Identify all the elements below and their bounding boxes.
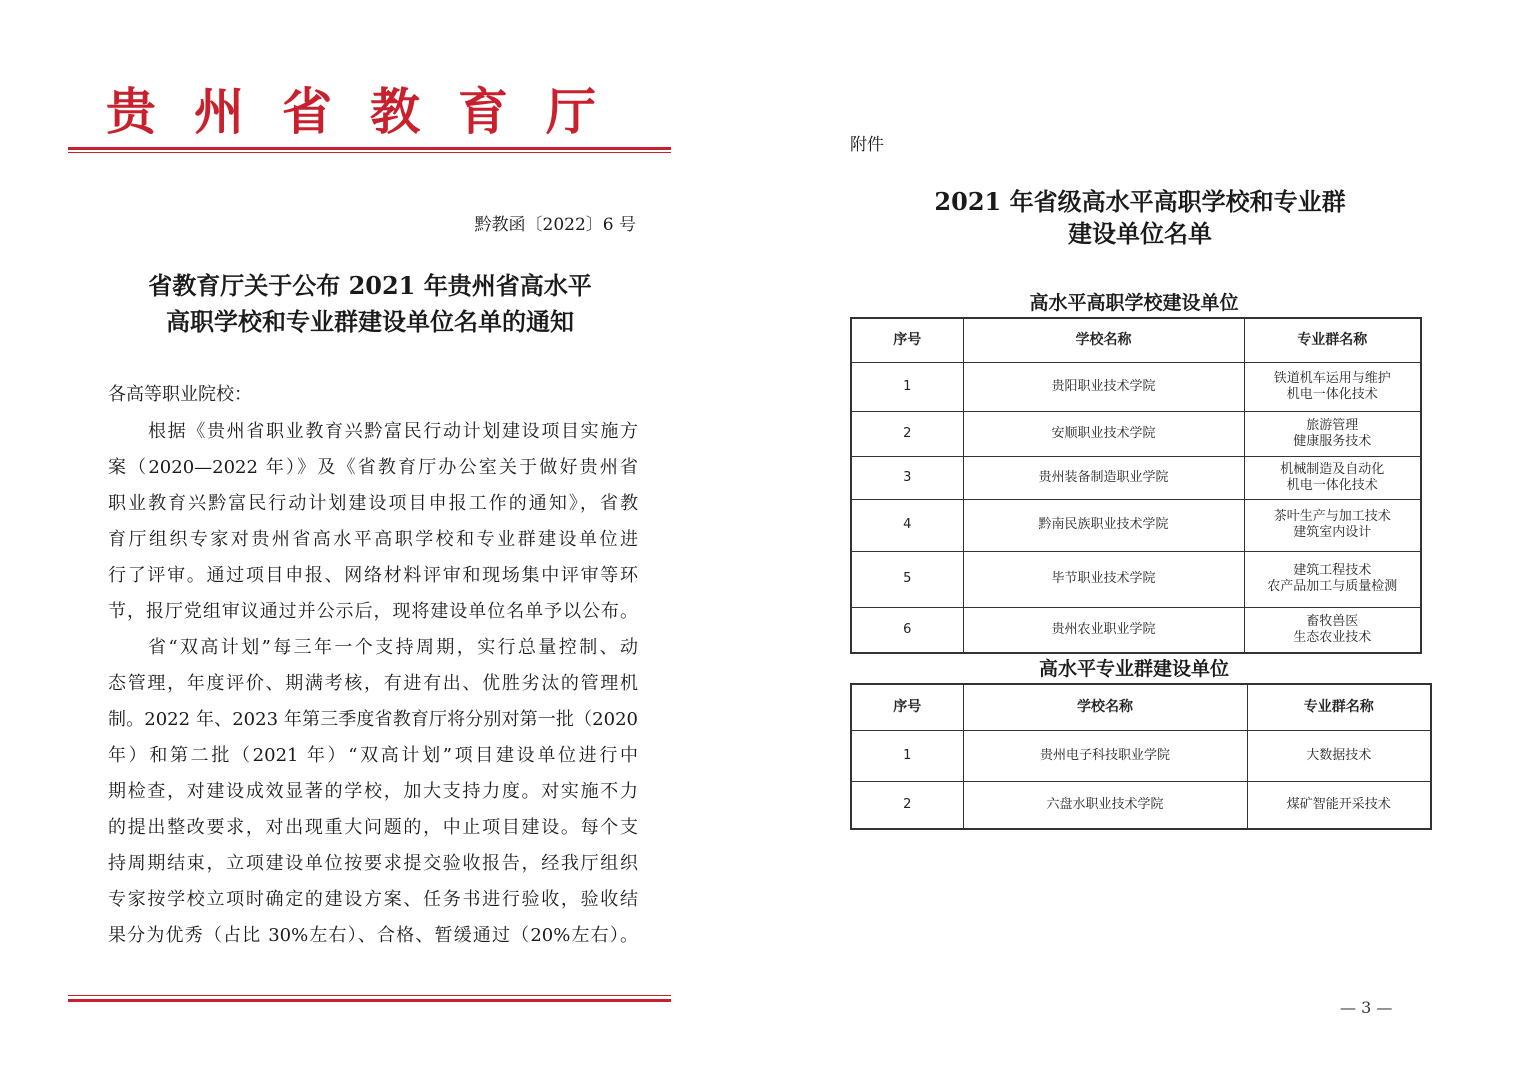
attachment-label: 附件 (850, 135, 884, 155)
header-major-group: 专业群名称 (1247, 684, 1431, 730)
major-name: 建筑室内设计 (1293, 525, 1372, 540)
major-name: 健康服务技术 (1293, 433, 1372, 449)
footer-rule-thin (68, 995, 671, 996)
body-line: 根据《贵州省职业教育兴黔富民行动计划建设项目实施方 (148, 421, 638, 442)
major-name: 畜牧兽医 (1306, 613, 1359, 629)
major-group (1247, 781, 1431, 829)
table-row (851, 781, 1431, 829)
header-number: 序号 (851, 684, 963, 730)
school-name: 安顺职业技术学院 (963, 411, 1244, 456)
row-number: 6 (851, 607, 963, 653)
letterhead-rule-thick (68, 147, 671, 150)
document-title-line: 省教育厅关于公布 2021 年贵州省高水平 (148, 271, 592, 300)
major-group (1247, 730, 1431, 781)
major-group (1244, 551, 1421, 607)
annex-title-line: 建设单位名单 (1068, 219, 1212, 248)
major-name: 建筑工程技术 (1293, 563, 1372, 578)
school-name: 黔南民族职业技术学院 (963, 499, 1244, 551)
body-line: 案（2020—2022 年）》及《省教育厅办公室关于做好贵州省 (108, 457, 638, 478)
major-name: 铁道机车运用与维护 (1273, 370, 1391, 386)
annex-title-line: 2021 年省级高水平高职学校和专业群 (934, 187, 1346, 216)
table-row (851, 551, 1421, 607)
body-line: 育厅组织专家对贵州省高水平高职学校和专业群建设单位进 (108, 529, 638, 550)
major-name: 机电一体化技术 (1286, 477, 1378, 493)
major-name: 农产品加工与质量检测 (1267, 579, 1398, 594)
header-major-group: 专业群名称 (1244, 318, 1421, 362)
school-name: 贵州装备制造职业学院 (963, 456, 1244, 499)
major-name: 大数据技术 (1306, 747, 1372, 763)
body-line: 年）和第二批（2021 年）“双高计划”项目建设单位进行中 (108, 745, 638, 766)
letterhead-rule-thin (68, 152, 671, 153)
schools-section-heading: 高水平高职学校建设单位 (1029, 292, 1239, 314)
header-school-name: 学校名称 (963, 684, 1247, 730)
table-row (851, 499, 1421, 551)
major-name: 旅游管理 (1306, 417, 1359, 433)
table-header-row (851, 684, 1431, 730)
major-name: 茶叶生产与加工技术 (1273, 509, 1391, 524)
school-name: 贵阳职业技术学院 (963, 362, 1244, 411)
body-line: 专家按学校立项时确定的建设方案、任务书进行验收，验收结 (108, 889, 638, 910)
page-number: — 3 — (1340, 998, 1393, 1017)
row-number: 2 (851, 781, 963, 829)
document-number: 黔教函〔2022〕6 号 (474, 215, 636, 235)
table-row (851, 411, 1421, 456)
schools-table (850, 317, 1422, 654)
major-name: 煤矿智能开采技术 (1286, 796, 1391, 812)
body-line: 的提出整改要求，对出现重大问题的，中止项目建设。每个支 (108, 817, 638, 838)
table-row (851, 456, 1421, 499)
body-line: 制。2022 年、2023 年第三季度省教育厅将分别对第一批（2020 (108, 709, 638, 730)
table-row (851, 362, 1421, 411)
salutation: 各高等职业院校： (108, 384, 252, 405)
document-title-line: 高职学校和专业群建设单位名单的通知 (166, 307, 574, 336)
major-group (1244, 456, 1421, 499)
major-group (1244, 607, 1421, 653)
header-school-name: 学校名称 (963, 318, 1244, 362)
school-name: 贵州电子科技职业学院 (963, 730, 1247, 781)
majors-section-heading: 高水平专业群建设单位 (1038, 658, 1229, 680)
body-line: 果分为优秀（占比 30%左右）、合格、暂缓通过（20%左右）。 (108, 925, 638, 946)
table-row (851, 607, 1421, 653)
row-number: 5 (851, 551, 963, 607)
school-name: 六盘水职业技术学院 (963, 781, 1247, 829)
major-name: 机电一体化技术 (1286, 386, 1378, 402)
body-line: 期检查，对建设成效显著的学校，加大支持力度。对实施不力 (108, 781, 638, 802)
body-line: 行了评审。通过项目申报、网络材料评审和现场集中评审等环 (108, 565, 638, 586)
letterhead: 贵州省教育厅 (106, 83, 634, 141)
school-name: 贵州农业职业学院 (963, 607, 1244, 653)
major-name: 机械制造及自动化 (1280, 461, 1385, 477)
major-group (1244, 411, 1421, 456)
table-header-row (851, 318, 1421, 362)
footer-rule-thick (68, 999, 671, 1002)
body-line: 态管理，年度评价、期满考核，有进有出、优胜劣汰的管理机 (108, 673, 638, 694)
major-name: 生态农业技术 (1293, 629, 1372, 645)
row-number: 1 (851, 362, 963, 411)
row-number: 1 (851, 730, 963, 781)
annex-title (850, 186, 1430, 250)
majors-table (850, 683, 1432, 830)
school-name: 毕节职业技术学院 (963, 551, 1244, 607)
body-line: 节，报厅党组审议通过并公示后，现将建设单位名单予以公布。 (108, 601, 638, 622)
body-line: 职业教育兴黔富民行动计划建设项目申报工作的通知》，省教 (108, 493, 638, 514)
document-title (100, 268, 640, 340)
major-group (1244, 499, 1421, 551)
body-line: 持周期结束，立项建设单位按要求提交验收报告，经我厅组织 (108, 853, 638, 874)
body-line: 省“双高计划”每三年一个支持周期，实行总量控制、动 (148, 637, 638, 658)
row-number: 3 (851, 456, 963, 499)
table-row (851, 730, 1431, 781)
row-number: 2 (851, 411, 963, 456)
row-number: 4 (851, 499, 963, 551)
major-group (1244, 362, 1421, 411)
header-number: 序号 (851, 318, 963, 362)
